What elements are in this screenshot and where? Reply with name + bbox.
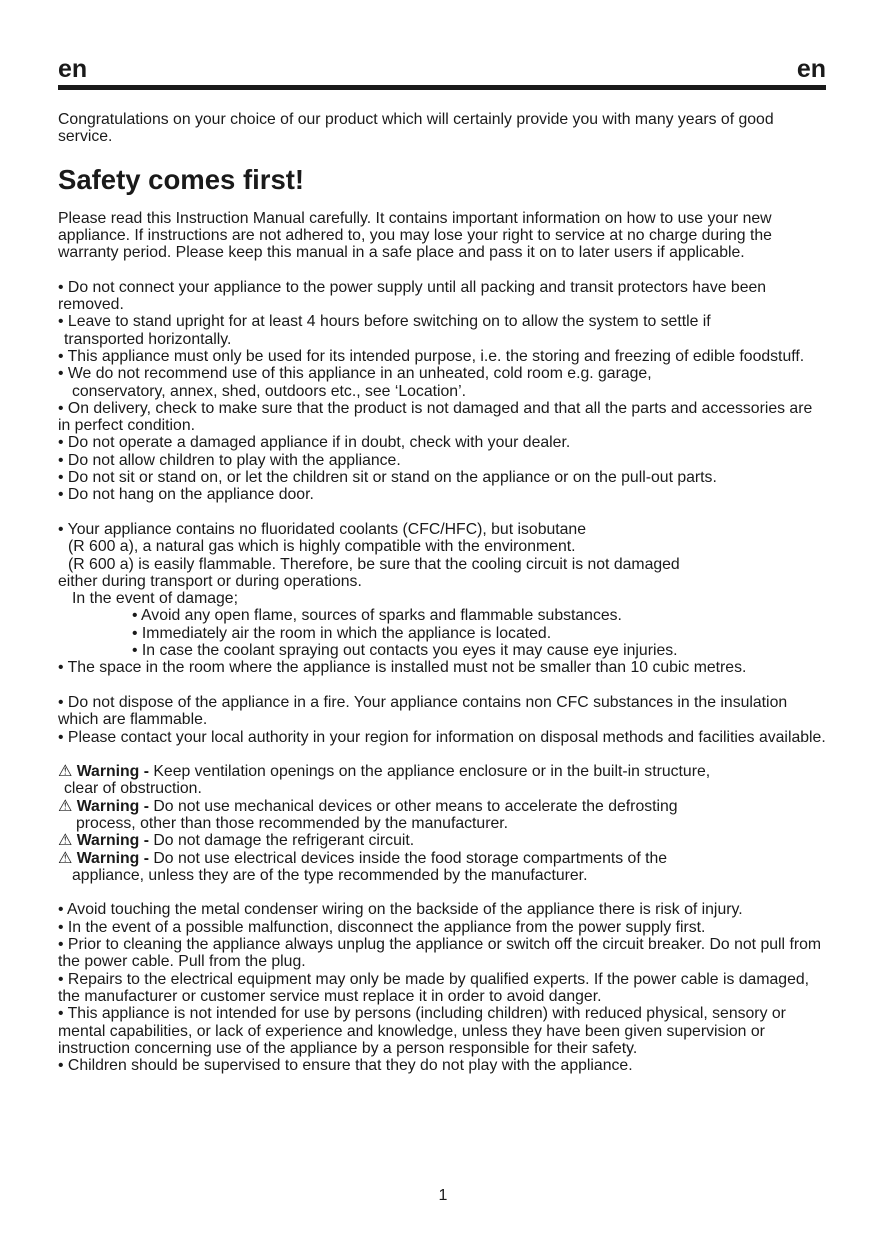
list-item: • Do not sit or stand on, or let the children sit or stand on the appliance or on the pull-out parts. xyxy=(58,469,717,487)
list-item: • Do not connect your appliance to the power supply until all packing and transit protectors have been removed. xyxy=(58,278,767,314)
warning-continuation: clear of obstruction. xyxy=(64,780,202,798)
list-item: • On delivery, check to make sure that the product is not damaged and that all the parts and accessories are in perfect condition. xyxy=(58,399,813,435)
spacer xyxy=(58,746,826,763)
sub-list-item: • Avoid any open flame, sources of sparks and flammable substances. xyxy=(132,607,622,625)
warning-label: Warning - xyxy=(76,849,149,867)
spacer xyxy=(58,261,826,278)
warning-item xyxy=(58,798,826,815)
warning-item xyxy=(58,850,826,867)
spacer xyxy=(58,884,826,901)
warning-label: Warning - xyxy=(76,763,149,781)
warning-triangle-icon: ⚠ xyxy=(58,797,73,815)
page-title: Safety comes first! xyxy=(58,163,305,195)
coolant-section xyxy=(58,521,826,677)
list-item-continuation: transported horizontally. xyxy=(64,330,232,348)
warning-triangle-icon: ⚠ xyxy=(58,763,73,781)
list-item: • Leave to stand upright for at least 4 hours before switching on to allow the system to settle if xyxy=(58,313,711,331)
list-item: • Your appliance contains no fluoridated coolants (CFC/HFC), but isobutane xyxy=(58,520,587,538)
warnings-section xyxy=(58,763,826,884)
warning-item xyxy=(58,763,826,780)
list-item: • Please contact your local authority in your region for information on disposal methods and facilities available. xyxy=(58,728,826,746)
spacer xyxy=(58,504,826,521)
warning-text: Keep ventilation openings on the appliance enclosure or in the built-in structure, xyxy=(153,763,711,781)
list-item-continuation: either during transport or during operations. xyxy=(58,572,362,590)
warning-text: Do not use electrical devices inside the food storage compartments of the xyxy=(153,849,668,867)
manual-page xyxy=(58,52,826,1074)
disposal-section xyxy=(58,694,826,746)
page-header xyxy=(58,52,826,84)
warning-triangle-icon: ⚠ xyxy=(58,832,73,850)
list-item-continuation: (R 600 a), a natural gas which is highly compatible with the environment. xyxy=(68,538,576,556)
list-item: • Children should be supervised to ensure that they do not play with the appliance. xyxy=(58,1057,633,1075)
header-rule xyxy=(58,85,826,90)
warning-triangle-icon: ⚠ xyxy=(58,849,73,867)
warning-label: Warning - xyxy=(76,797,149,815)
list-item: • The space in the room where the appliance is installed must not be smaller than 10 cubic metres. xyxy=(58,659,747,677)
damage-heading: In the event of damage; xyxy=(72,590,238,608)
list-item: • Avoid touching the metal condenser wiring on the backside of the appliance there is risk of injury. xyxy=(58,901,743,919)
list-item: • Repairs to the electrical equipment may only be made by qualified experts. If the power cable is damaged, the manufacturer or customer service must replace it in order to avoid danger. xyxy=(58,970,810,1005)
list-item: • Do not allow children to play with the appliance. xyxy=(58,451,401,469)
warning-label: Warning - xyxy=(76,832,149,850)
list-item: • We do not recommend use of this appliance in an unheated, cold room e.g. garage, xyxy=(58,365,652,383)
language-label-right: en xyxy=(796,55,826,83)
page-number: 1 xyxy=(438,1187,448,1204)
list-item: • In the event of a possible malfunction, disconnect the appliance from the power supply first. xyxy=(58,918,706,936)
list-item: • This appliance is not intended for use by persons (including children) with reduced physical, sensory or mental capabilities, or lack of experience and knowledge, unless they have been given supervision or instruction concerning use of the appliance by a person responsible for their safety. xyxy=(58,1005,786,1057)
intro-paragraph: Congratulations on your choice of our product which will certainly provide you with many years of good service. xyxy=(58,111,774,146)
sub-list-item: • In case the coolant spraying out contacts you eyes it may cause eye injuries. xyxy=(132,642,678,660)
safety-list-2 xyxy=(58,901,826,1074)
list-item: • This appliance must only be used for its intended purpose, i.e. the storing and freezing of edible foodstuff. xyxy=(58,347,805,365)
read-paragraph: Please read this Instruction Manual carefully. It contains important information on how to use your new appliance. If instructions are not adhered to, you may lose your right to service at no charge during the warranty period. Please keep this manual in a safe place and pass it on to later users if applicable. xyxy=(58,209,772,262)
safety-list-1 xyxy=(58,279,826,504)
list-item: • Do not hang on the appliance door. xyxy=(58,486,314,504)
warning-continuation: appliance, unless they are of the type recommended by the manufacturer. xyxy=(72,866,588,884)
language-label-left: en xyxy=(58,55,88,83)
list-item-continuation: (R 600 a) is easily flammable. Therefore, be sure that the cooling circuit is not damaged xyxy=(68,555,680,573)
list-item: • Prior to cleaning the appliance always unplug the appliance or switch off the circuit breaker. Do not pull from the power cable. Pull from the plug. xyxy=(58,936,822,971)
list-item-continuation: conservatory, annex, shed, outdoors etc., see ‘Location’. xyxy=(72,382,466,400)
spacer xyxy=(58,677,826,694)
warning-text: Do not damage the refrigerant circuit. xyxy=(153,832,415,850)
warning-text: Do not use mechanical devices or other means to accelerate the defrosting xyxy=(153,797,678,815)
list-item: • Do not operate a damaged appliance if in doubt, check with your dealer. xyxy=(58,434,571,452)
warning-continuation: process, other than those recommended by the manufacturer. xyxy=(76,814,509,832)
warning-item xyxy=(58,832,826,849)
sub-list-item: • Immediately air the room in which the appliance is located. xyxy=(132,624,552,642)
list-item: • Do not dispose of the appliance in a fire. Your appliance contains non CFC substances in the insulation which are flammable. xyxy=(58,693,788,729)
